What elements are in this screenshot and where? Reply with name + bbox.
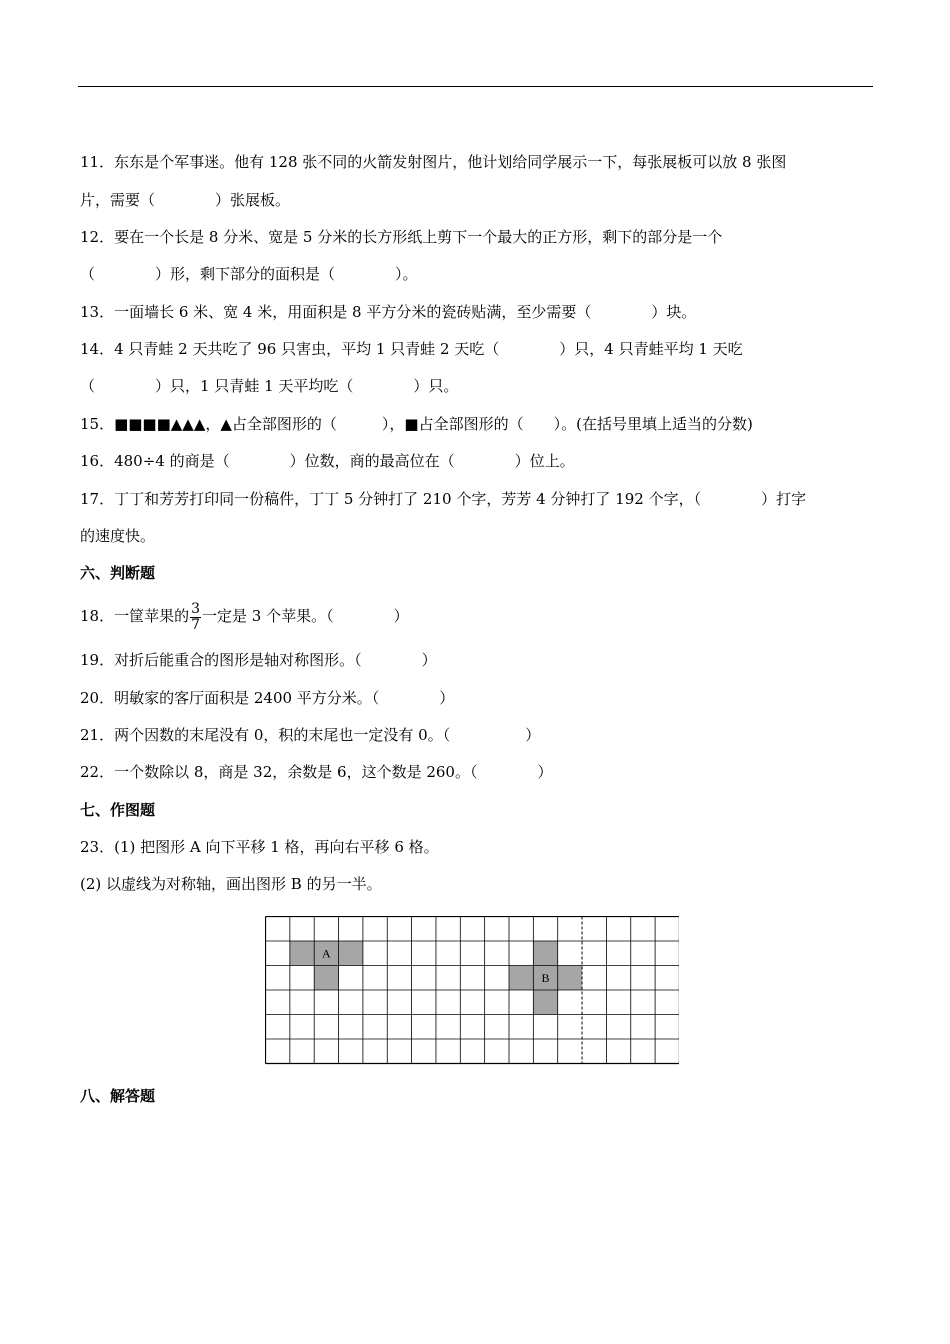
shaded-cell: [314, 966, 338, 991]
question-11-line-1: 11．东东是个军事迷。他有 128 张不同的火箭发射图片，他计划给同学展示一下，每张展板可以放 8 张图: [80, 153, 787, 171]
question-16: 16．480÷4 的商是（ ）位数，商的最高位在（ ）位上。: [80, 452, 575, 470]
question-15: 15．■■■■▲▲▲，▲占全部图形的（ ），■占全部图形的（ ）。(在括号里填上适当的分数): [80, 415, 753, 433]
question-19: 19．对折后能重合的图形是轴对称图形。（ ）: [80, 651, 437, 669]
question-23-part-2: (2) 以虚线为对称轴，画出图形 B 的另一半。: [80, 875, 382, 893]
question-12-line-1: 12．要在一个长是 8 分米、宽是 5 分米的长方形纸上剪下一个最大的正方形，剩下的部分是一个: [80, 228, 723, 246]
figure-b-label: B: [541, 970, 550, 985]
fraction-numerator: 3: [191, 600, 201, 617]
question-14-line-1: 14．4 只青蛙 2 天共吃了 96 只害虫，平均 1 只青蛙 2 天吃（ ）只，4 只青蛙平均 1 天吃: [80, 340, 743, 358]
shaded-cell: [533, 990, 557, 1015]
question-18-prefix: 18．一筐苹果的: [80, 607, 190, 625]
section-8-heading: 八、解答题: [80, 1087, 156, 1105]
question-11-line-2: 片，需要（ ）张展板。: [80, 191, 291, 209]
section-6-heading: 六、判断题: [80, 564, 156, 582]
section-7-heading: 七、作图题: [80, 801, 156, 819]
shaded-cell: [533, 941, 557, 966]
grid-lines: [266, 917, 680, 1064]
drawing-grid: [265, 916, 679, 1066]
question-18: [80, 598, 409, 634]
figure-a-label: A: [322, 946, 331, 961]
question-23-part-1: 23．(1) 把图形 A 向下平移 1 格，再向右平移 6 格。: [80, 838, 439, 856]
question-12-line-2: （ ）形，剩下部分的面积是（ ）。: [80, 265, 418, 283]
fraction-three-sevenths: [190, 602, 201, 633]
question-20: 20．明敏家的客厅面积是 2400 平方分米。（ ）: [80, 689, 455, 707]
shaded-cell: [558, 966, 582, 991]
question-17-line-2: 的速度快。: [80, 527, 156, 545]
question-14-line-2: （ ）只，1 只青蛙 1 天平均吃（ ）只。: [80, 377, 459, 395]
question-17-line-1: 17．丁丁和芳芳打印同一份稿件，丁丁 5 分钟打了 210 个字，芳芳 4 分钟打了 192 个字，（ ）打字: [80, 490, 807, 508]
header-rule: [78, 86, 873, 87]
shaded-cell: [339, 941, 363, 966]
question-22: 22．一个数除以 8，商是 32，余数是 6，这个数是 260。（ ）: [80, 763, 553, 781]
shaded-cell: [290, 941, 314, 966]
question-21: 21．两个因数的末尾没有 0，积的末尾也一定没有 0。（ ）: [80, 726, 541, 744]
question-18-suffix: 一定是 3 个苹果。（ ）: [202, 607, 409, 625]
shaded-cell: [509, 966, 533, 991]
fraction-denominator: 7: [191, 616, 201, 633]
question-13: 13．一面墙长 6 米、宽 4 米，用面积是 8 平方分米的瓷砖贴满，至少需要（ ）块。: [80, 303, 697, 321]
